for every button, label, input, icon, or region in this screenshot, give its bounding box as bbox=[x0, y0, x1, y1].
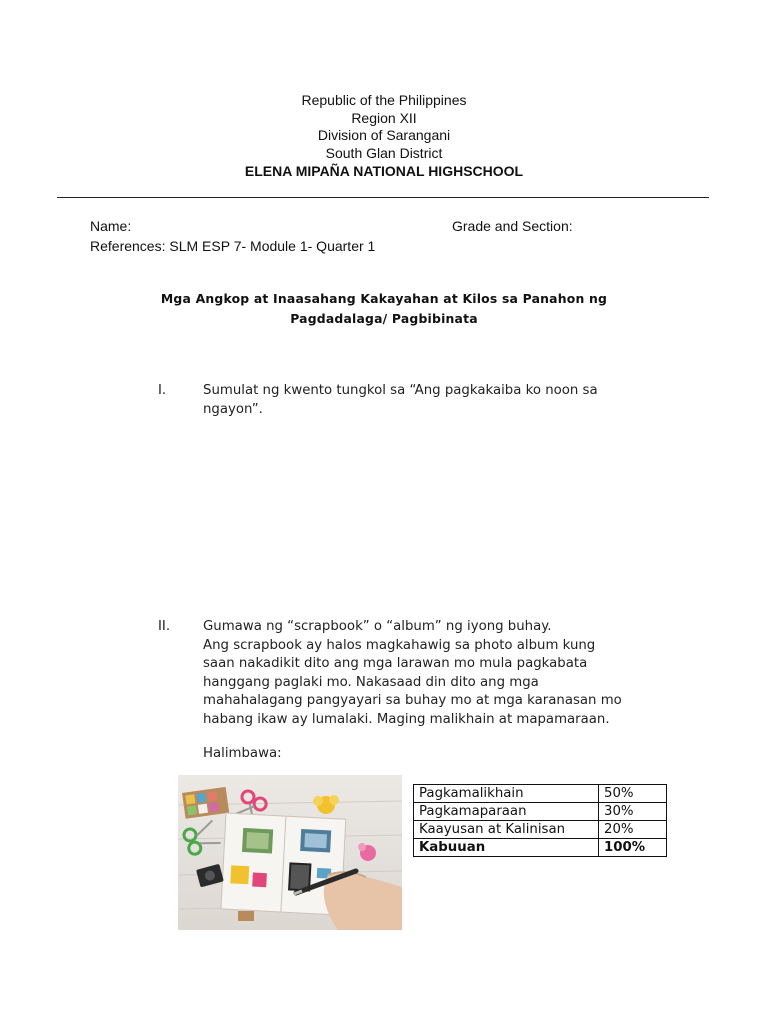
task-body bbox=[203, 618, 673, 729]
task-line: hanggang paglaki mo. Nakasaad din dito ang mga bbox=[203, 674, 539, 690]
task-number: I. bbox=[158, 383, 167, 398]
percent-cell: 30% bbox=[599, 803, 667, 821]
task-line: saan nakadikit dito ang mga larawan mo mula pagkabata bbox=[203, 656, 588, 671]
criterion-cell: Kabuuan bbox=[414, 839, 599, 857]
table-row bbox=[414, 803, 667, 821]
page-title bbox=[110, 289, 658, 329]
task-line: habang ikaw ay lumalaki. Maging malikhain at mapamaraan. bbox=[203, 711, 610, 727]
example-label: Halimbawa: bbox=[203, 746, 282, 761]
criterion-cell: Kaayusan at Kalinisan bbox=[414, 821, 599, 839]
table-row bbox=[414, 785, 667, 803]
school-name: ELENA MIPAÑA NATIONAL HIGHSCHOOL bbox=[244, 163, 524, 179]
scrapbook-photo bbox=[178, 775, 402, 930]
task-number: II. bbox=[158, 619, 171, 634]
task-line: ngayon”. bbox=[203, 401, 263, 417]
percent-cell: 100% bbox=[599, 839, 667, 857]
header-district: South Glan District bbox=[325, 144, 443, 161]
document-header bbox=[0, 92, 768, 181]
header-division: Division of Sarangani bbox=[317, 127, 451, 143]
task-line: Ang scrapbook ay halos magkahawig sa photo album kung bbox=[203, 637, 596, 653]
table-row bbox=[414, 821, 667, 839]
percent-cell: 50% bbox=[599, 785, 667, 803]
rubric-table bbox=[413, 784, 667, 857]
task-line: Gumawa ng “scrapbook” o “album” ng iyong buhay. bbox=[203, 619, 552, 634]
references-line: References: SLM ESP 7- Module 1- Quarter 1 bbox=[90, 238, 376, 254]
grade-section-label: Grade and Section: bbox=[452, 218, 573, 234]
title-line-2: Pagdadalaga/ Pagbibinata bbox=[290, 311, 478, 326]
name-label: Name: bbox=[90, 218, 132, 234]
header-divider bbox=[57, 197, 709, 198]
table-row-total bbox=[414, 839, 667, 857]
task-line: Sumulat ng kwento tungkol sa “Ang pagkakaiba ko noon sa bbox=[203, 383, 598, 398]
percent-cell: 20% bbox=[599, 821, 667, 839]
task-line: mahahalagang pangyayari sa buhay mo at mga karanasan mo bbox=[203, 693, 622, 708]
criterion-cell: Pagkamaparaan bbox=[414, 803, 599, 821]
header-republic: Republic of the Philippines bbox=[301, 92, 467, 108]
header-region: Region XII bbox=[351, 109, 417, 126]
title-line-1: Mga Angkop at Inaasahang Kakayahan at Kilos sa Panahon ng bbox=[160, 291, 608, 306]
criterion-cell: Pagkamalikhain bbox=[414, 785, 599, 803]
task-body bbox=[203, 382, 673, 419]
